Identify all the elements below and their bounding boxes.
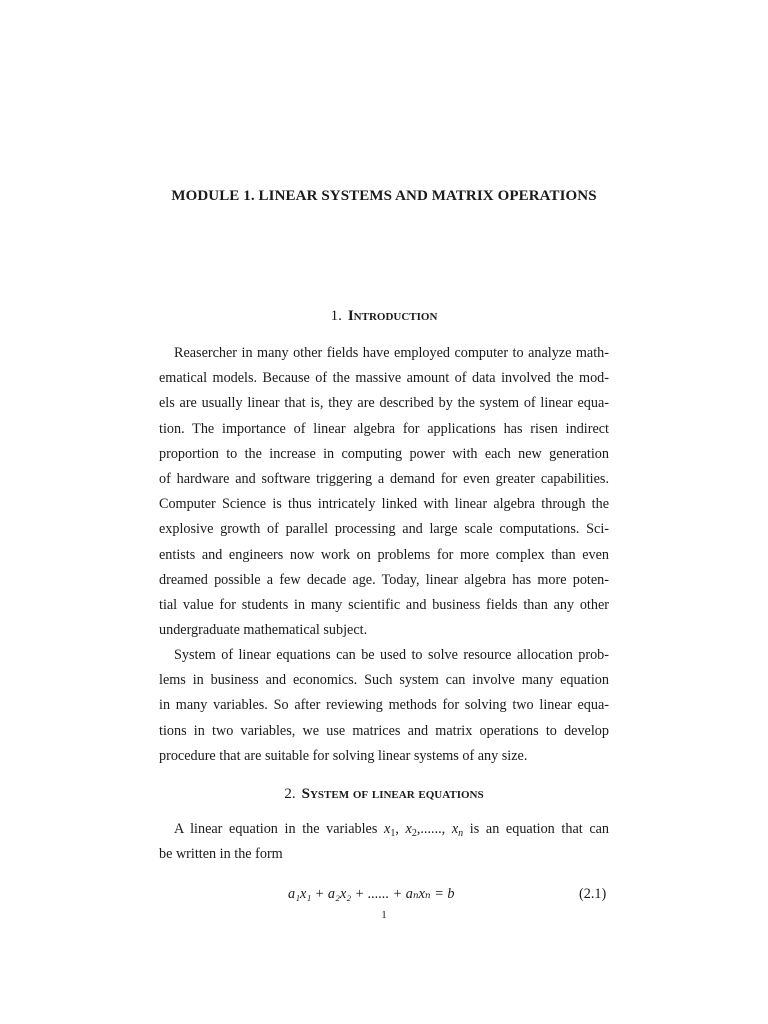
text-line: ematical models. Because of the massive amount of data involved the mod-	[159, 370, 609, 387]
system-paragraph	[159, 817, 609, 867]
text-line: procedure that are suitable for solving linear systems of any size.	[159, 747, 528, 764]
text-line: dreamed possible a few decade age. Today, linear algebra has more poten-	[159, 571, 609, 588]
text-line: of hardware and software triggering a demand for even greater capabilities.	[159, 471, 609, 488]
text-line: be written in the form	[159, 846, 283, 863]
text-line: tions in two variables, we use matrices and matrix operations to develop	[159, 722, 609, 739]
page-number: 1	[381, 909, 387, 921]
variable-xn: $x_n$	[451, 821, 464, 839]
text-line: els are usually linear that is, they are described by the system of linear equa-	[159, 395, 609, 412]
text-line: explosive growth of parallel processing and large scale computations. Sci-	[159, 521, 609, 538]
text-fragment: is an equation that can	[469, 821, 610, 837]
section-heading-introduction	[0, 308, 768, 325]
section-number: 2.	[284, 786, 296, 802]
variable-x2: $x_2$	[405, 821, 417, 839]
text-line: tial value for students in many scientific and business fields than any other	[159, 597, 609, 614]
text-line: Reasercher in many other fields have employed computer to analyze math-	[174, 345, 609, 361]
text-line: lems in business and economics. Such system can involve many equation	[159, 672, 609, 689]
text-fragment: A linear equation in the variables	[174, 821, 378, 837]
text-line: in many variables. So after reviewing methods for solving two linear equa-	[159, 697, 609, 714]
text-line: entists and engineers now work on problems for more complex than even	[159, 546, 609, 563]
text-line: tion. The importance of linear algebra for applications has risen indirect	[159, 420, 609, 437]
section-heading-system-of-linear-equations	[0, 786, 768, 803]
text-line: undergraduate mathematical subject.	[159, 622, 368, 639]
module-title: MODULE 1. LINEAR SYSTEMS AND MATRIX OPERATIONS	[171, 188, 597, 204]
text-line: Computer Science is thus intricately linked with linear algebra through the	[159, 496, 609, 513]
equation-body: a₁x₁ + a₂x₂ + ...... + aₙxₙ = b	[288, 886, 455, 902]
variable-x1: $x_1$	[384, 821, 396, 839]
text-line: proportion to the increase in computing power with each new generation	[159, 445, 609, 462]
section-number: 1.	[330, 308, 342, 324]
text-line: A linear equation in the variables $x_1$, $x_2$,......, $x_n$ is an equation that can	[174, 821, 610, 839]
ellipsis-fragment: ,......,	[416, 821, 446, 837]
text-line: System of linear equations can be used to solve resource allocation prob-	[174, 647, 609, 663]
section-title: System of linear equations	[301, 786, 484, 802]
introduction-paragraph-1	[159, 341, 609, 643]
introduction-paragraph-2	[159, 643, 609, 769]
section-title: Introduction	[347, 308, 438, 324]
equation-number: (2.1)	[579, 886, 607, 902]
